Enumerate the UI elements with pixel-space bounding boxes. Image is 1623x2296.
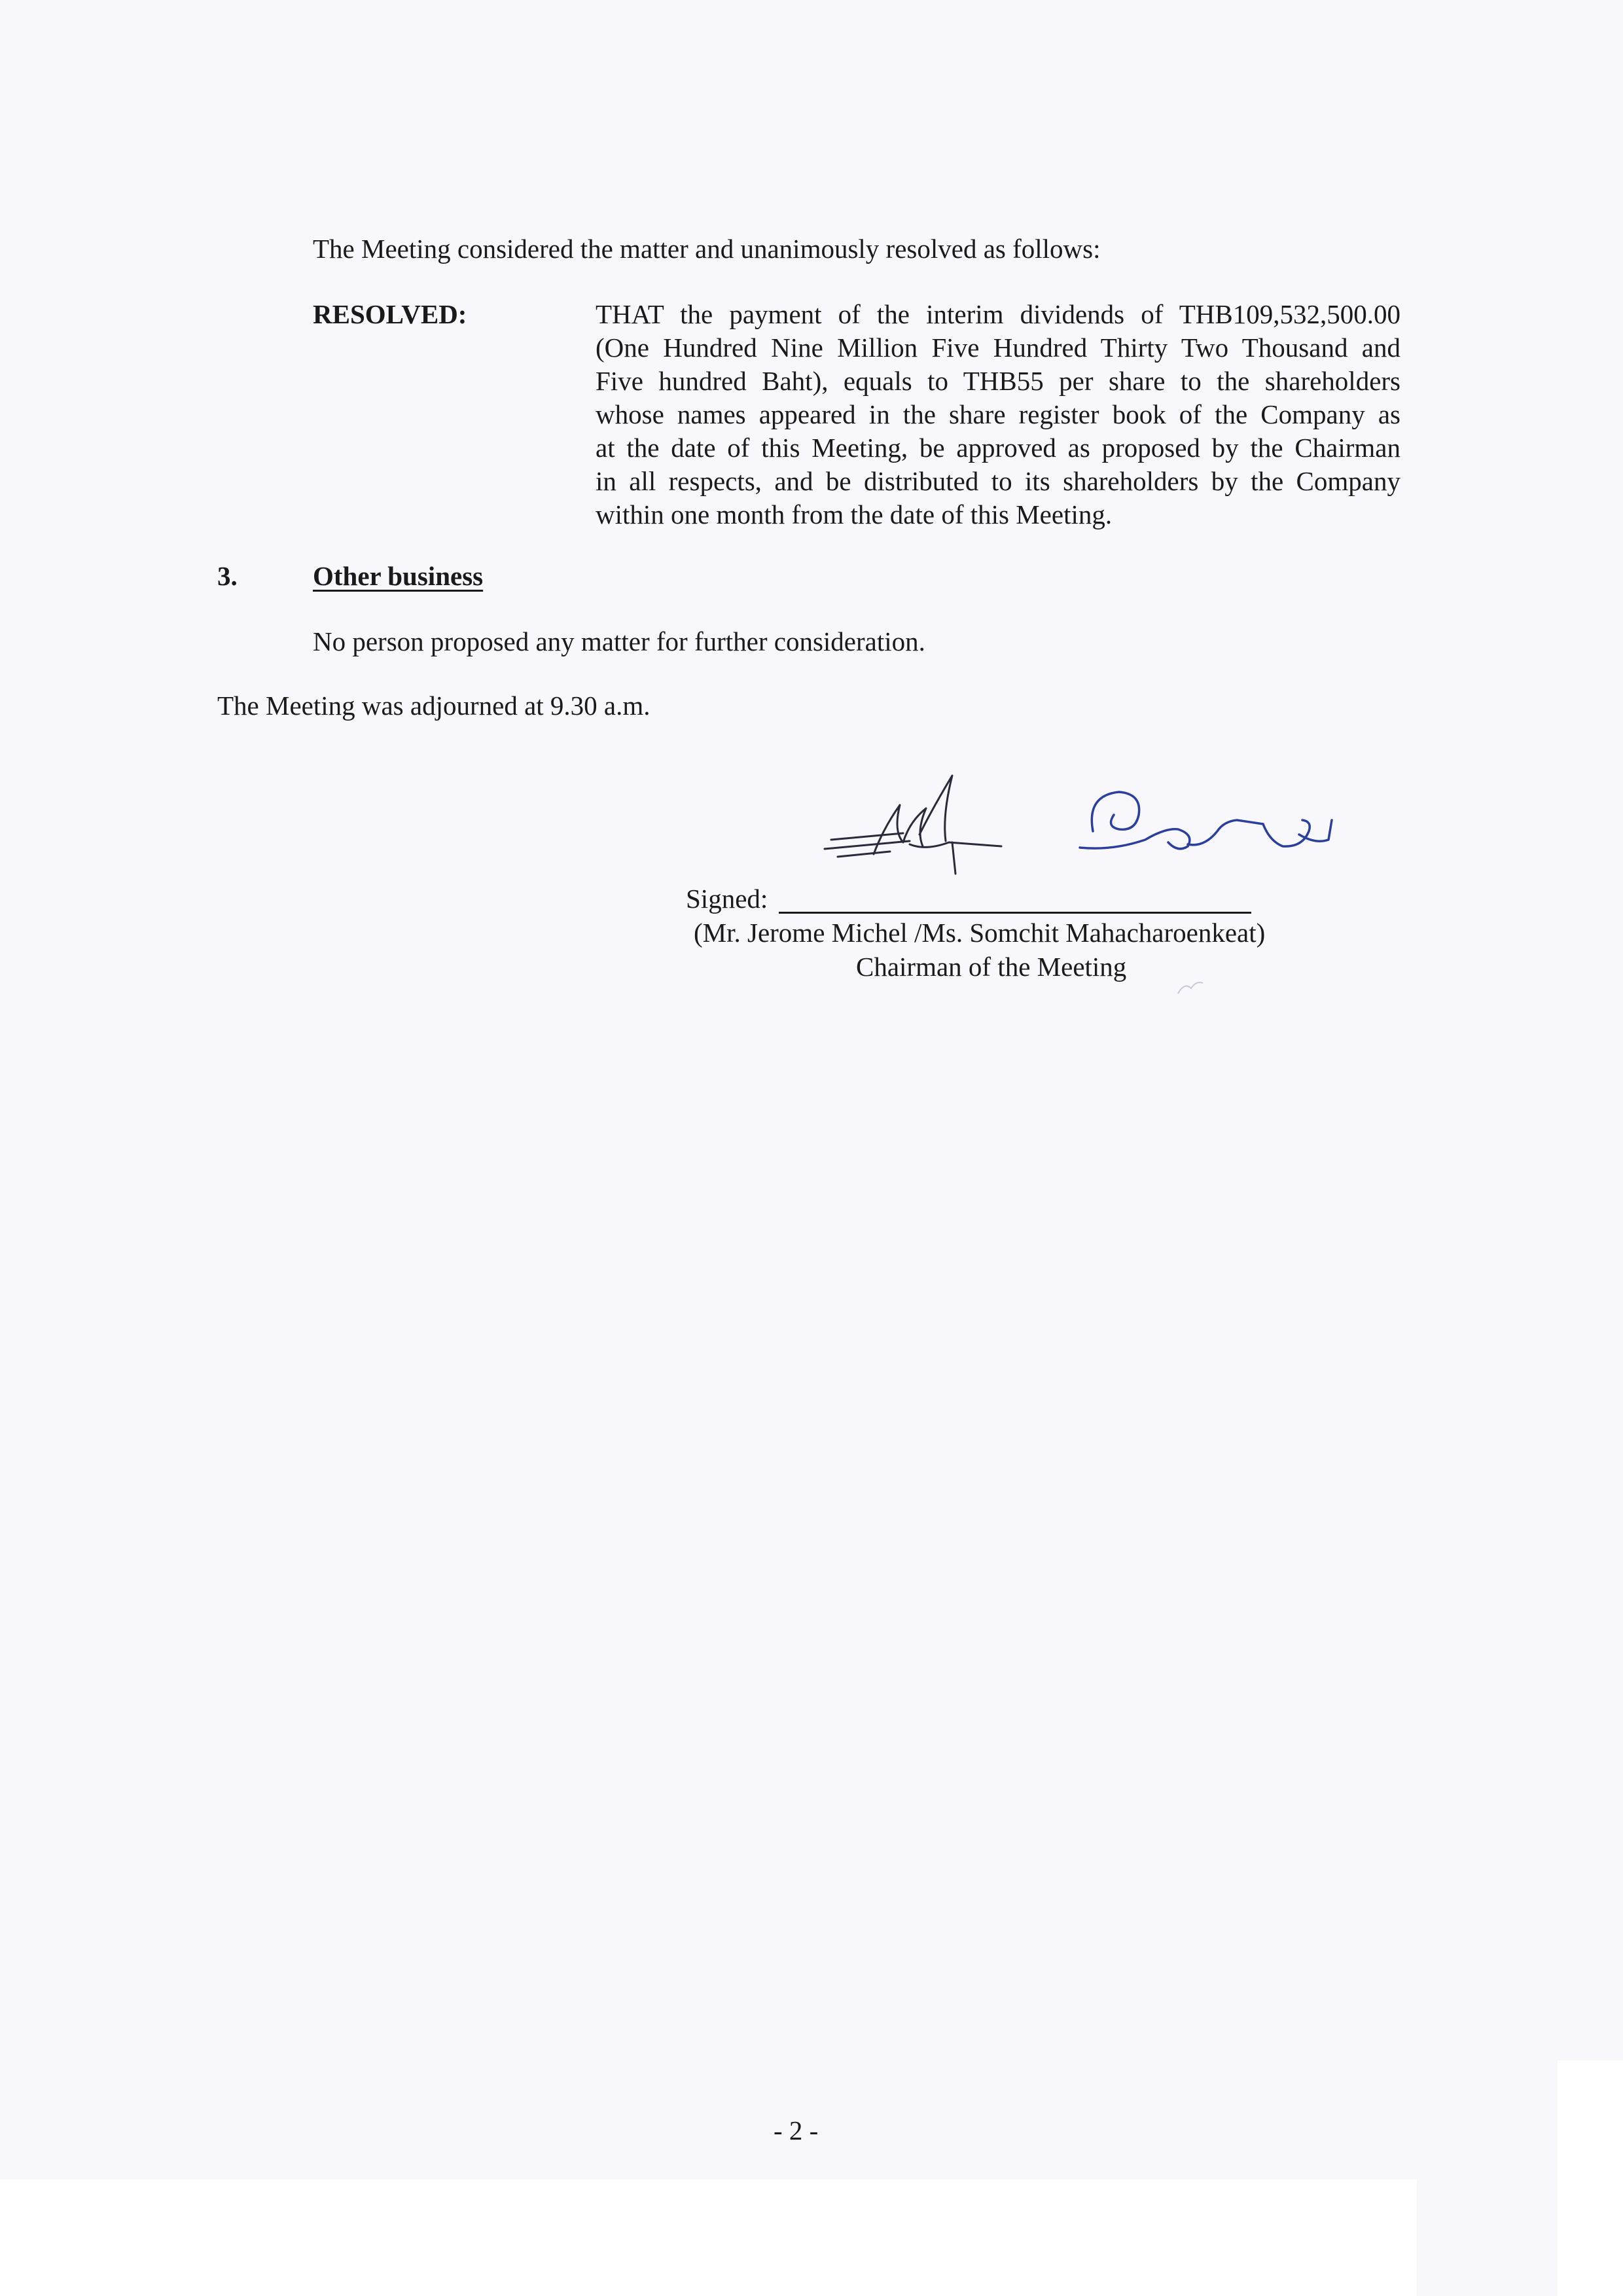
resolved-label: RESOLVED: bbox=[313, 299, 467, 329]
section-body: No person proposed any matter for further consideration. bbox=[313, 626, 925, 656]
initials-mark-icon bbox=[1171, 969, 1211, 1001]
resolution-line: in all respects, and be distributed to its shareholders by the Company bbox=[596, 466, 1400, 496]
resolution-paragraph bbox=[596, 298, 1400, 531]
resolution-line: whose names appeared in the share register book of the Company as bbox=[596, 399, 1400, 429]
scan-margin-bottom bbox=[0, 2179, 1417, 2296]
page-number: - 2 - bbox=[774, 2115, 819, 2145]
signature-blue-icon bbox=[1080, 792, 1332, 849]
resolution-line: Five hundred Baht), equals to THB55 per share to the shareholders bbox=[596, 366, 1400, 396]
signature-black-icon bbox=[825, 776, 1001, 874]
resolution-line: THAT the payment of the interim dividends of THB109,532,500.00 bbox=[596, 299, 1400, 329]
scan-margin-right bbox=[1558, 2060, 1623, 2296]
intro-text: The Meeting considered the matter and unanimously resolved as follows: bbox=[313, 234, 1101, 264]
section-number: 3. bbox=[217, 561, 238, 591]
signed-label: Signed: bbox=[686, 884, 768, 914]
adjournment-text: The Meeting was adjourned at 9.30 a.m. bbox=[217, 691, 651, 721]
resolution-line: (One Hundred Nine Million Five Hundred Thirty Two Thousand and bbox=[596, 332, 1400, 363]
resolution-line: within one month from the date of this Meeting. bbox=[596, 499, 1113, 529]
signature-line bbox=[779, 912, 1251, 914]
signatures-graphic bbox=[812, 769, 1335, 887]
signatory-names: (Mr. Jerome Michel /Ms. Somchit Mahacharoenkeat) bbox=[694, 918, 1266, 948]
signatory-role: Chairman of the Meeting bbox=[856, 952, 1127, 982]
resolution-line: at the date of this Meeting, be approved as proposed by the Chairman bbox=[596, 433, 1400, 463]
section-title: Other business bbox=[313, 561, 484, 591]
